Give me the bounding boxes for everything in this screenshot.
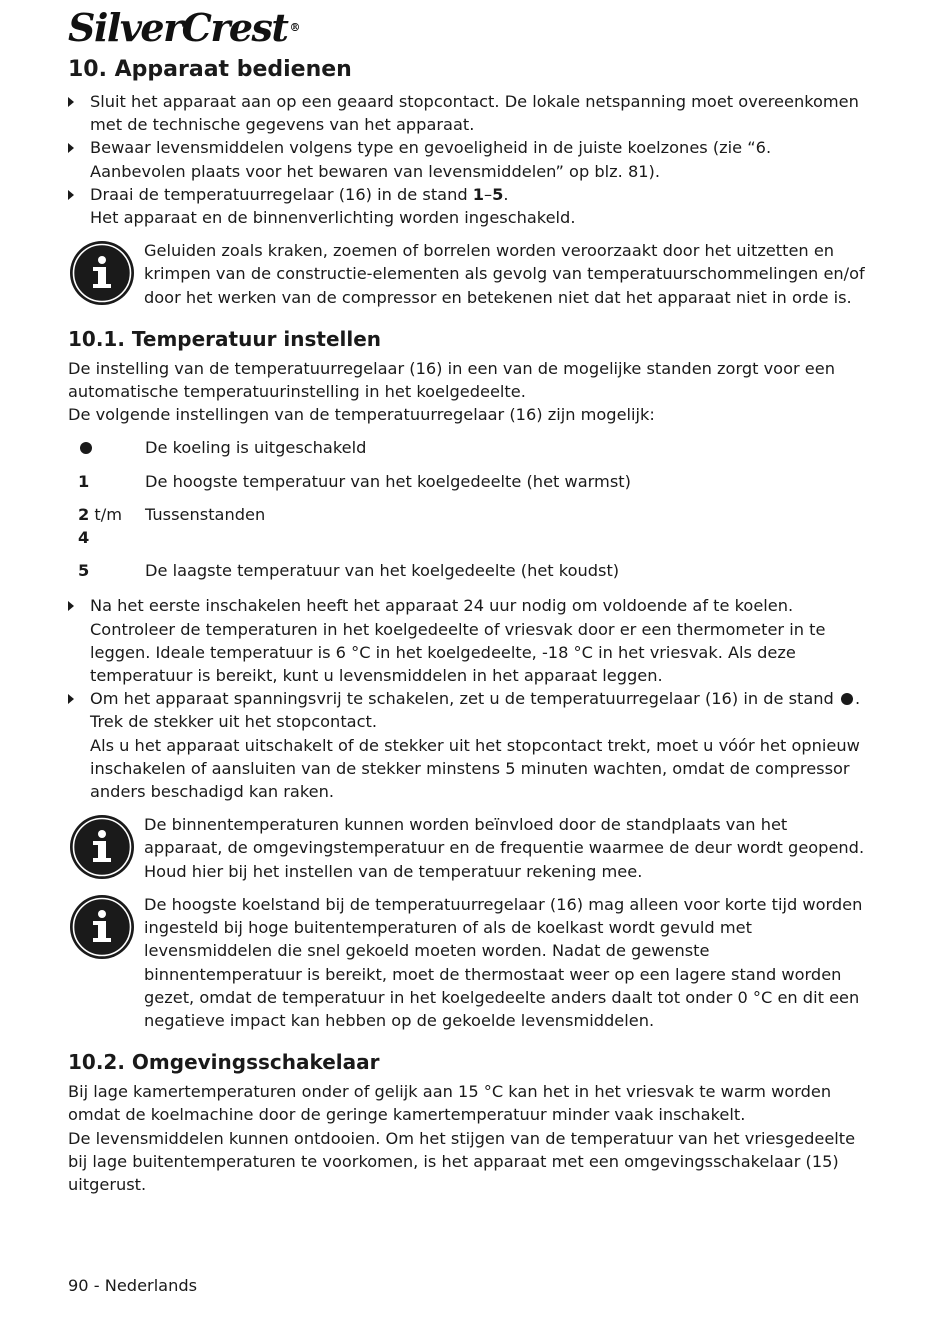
off-dot-icon [841, 693, 853, 705]
settings-row [68, 559, 868, 582]
subsection-title: 10.1. Temperatuur instellen [68, 326, 382, 351]
brand-logo-text: SilverCrest [68, 5, 288, 50]
bullet-item [68, 687, 868, 803]
info-icon [68, 893, 144, 1032]
info-text: De hoogste koelstand bij de temperatuurregelaar (16) mag alleen voor korte tijd worden ingesteld bij hoge buitentemperaturen of als de koelkast wordt gevuld met levensmiddelen die snel gekoeld moeten worden. Nadat de gewenste binnentemperatuur is bereikt, moet de thermostaat weer op een lagere stand worden gezet, omdat de temperatuur in het koelgedeelte anders daalt tot onder 0 °C en dit een negatieve impact kan hebben op de gekoelde levensmiddelen. [144, 894, 863, 1030]
paragraph: Bij lage kamertemperaturen onder of gelijk aan 15 °C kan het in het vriesvak te warm worden omdat de koelmachine door de geringe kamertemperatuur minder vaak inschakelt. [68, 1082, 832, 1125]
setting-description: Tussenstanden [145, 504, 266, 524]
setting-key: 1 [78, 471, 90, 491]
bullet-text: Sluit het apparaat aan op een geaard stopcontact. De lokale netspanning moet overeenkomen met de technische gegevens van het apparaat. [90, 92, 859, 135]
bullet-item [68, 90, 868, 136]
info-icon [68, 239, 144, 309]
bullet-text: Bewaar levensmiddelen volgens type en gevoeligheid in de juiste koelzones (zie “6. Aanbevolen plaats voor het bewaren van levensmiddelen” op blz. 81). [90, 138, 772, 181]
paragraph: De instelling van de temperatuurregelaar (16) in een van de mogelijke standen zorgt voor een automatische temperatuurinstelling in het koelgedeelte. [68, 358, 835, 402]
bullet-item [68, 136, 868, 182]
setting-description: De koeling is uitgeschakeld [145, 438, 367, 458]
setting-description: De laagste temperatuur van het koelgedeelte (het koudst) [145, 561, 620, 581]
setting-key-range: t/m [89, 504, 122, 524]
subsection-title: 10.2. Omgevingsschakelaar [68, 1050, 380, 1075]
settings-row [68, 436, 868, 459]
bullet-text: Draai de temperatuurregelaar (16) in de stand [90, 184, 473, 204]
range-dash: – [484, 184, 493, 204]
section-title: 10. Apparaat bedienen [68, 57, 352, 82]
bullet-text-line2: Het apparaat en de binnenverlichting worden ingeschakeld. [90, 208, 576, 228]
setting-key-end: 4 [78, 528, 90, 548]
bullet-item [68, 183, 868, 229]
arrow-right-icon [68, 601, 74, 611]
setting-value: 5 [492, 184, 504, 204]
setting-key-start: 2 [78, 504, 90, 524]
info-icon [68, 813, 144, 883]
off-dot-icon [80, 442, 92, 454]
arrow-right-icon [68, 694, 74, 704]
bullet-text: . [503, 184, 509, 204]
settings-row [68, 503, 868, 549]
bullet-text: Na het eerste inschakelen heeft het apparaat 24 uur nodig om voldoende af te koelen. Controleer de temperaturen in het koelgedeelte of vriesvak door er een thermometer in te leggen. Ideale temperatuur is 6 °C in het koelgedeelte, -18 °C in het vriesvak. Als deze temperatuur is bereikt, kunt u levensmiddelen in het apparaat leggen. [90, 596, 826, 686]
setting-key [68, 503, 145, 549]
setting-key [68, 436, 145, 459]
info-text: Geluiden zoals kraken, zoemen of borrelen worden veroorzaakt door het uitzetten en krimpen van de constructie-elementen als gevolg van temperatuurschommelingen en/of door het werken van de compressor en betekenen niet dat het apparaat niet in orde is. [144, 241, 865, 307]
paragraph: De levensmiddelen kunnen ontdooien. Om het stijgen van de temperatuur van het vriesgedeelte bij lage buitentemperaturen te voorkomen, is het apparaat met een omgevingsschakelaar (15) uitgerust. [68, 1128, 856, 1194]
info-note [68, 893, 868, 1032]
bullet-text-line2: Als u het apparaat uitschakelt of de stekker uit het stopcontact trekt, moet u vóór het opnieuw inschakelen of aansluiten van de stekker minstens 5 minuten wachten, omdat de compressor anders beschadigd kan raken. [90, 735, 860, 802]
info-note [68, 813, 868, 883]
settings-table [68, 436, 868, 582]
page-footer: 90 - Nederlands [68, 1276, 198, 1295]
registered-mark: ® [289, 21, 301, 34]
arrow-right-icon [68, 97, 74, 107]
setting-description: De hoogste temperatuur van het koelgedeelte (het warmst) [145, 471, 631, 491]
bullet-item [68, 594, 868, 687]
paragraph: De volgende instellingen van de temperatuurregelaar (16) zijn mogelijk: [68, 405, 655, 425]
info-text: De binnentemperaturen kunnen worden beïnvloed door de standplaats van het apparaat, de omgevingstemperatuur en de frequentie waarmee de deur wordt geopend. Houd hier bij het instellen van de temperatuur rekening mee. [144, 815, 865, 881]
setting-value: 1 [472, 184, 485, 204]
bullet-text: Om het apparaat spanningsvrij te schakelen, zet u de temperatuurregelaar (16) in de stand [90, 689, 839, 709]
page-content [68, 52, 868, 1196]
bullet-text: . Trek de stekker uit het stopcontact. [90, 689, 861, 732]
brand-logo [68, 6, 300, 50]
setting-key: 5 [78, 561, 90, 581]
arrow-right-icon [68, 143, 74, 153]
info-note [68, 239, 868, 309]
arrow-right-icon [68, 190, 74, 200]
settings-row [68, 470, 868, 493]
